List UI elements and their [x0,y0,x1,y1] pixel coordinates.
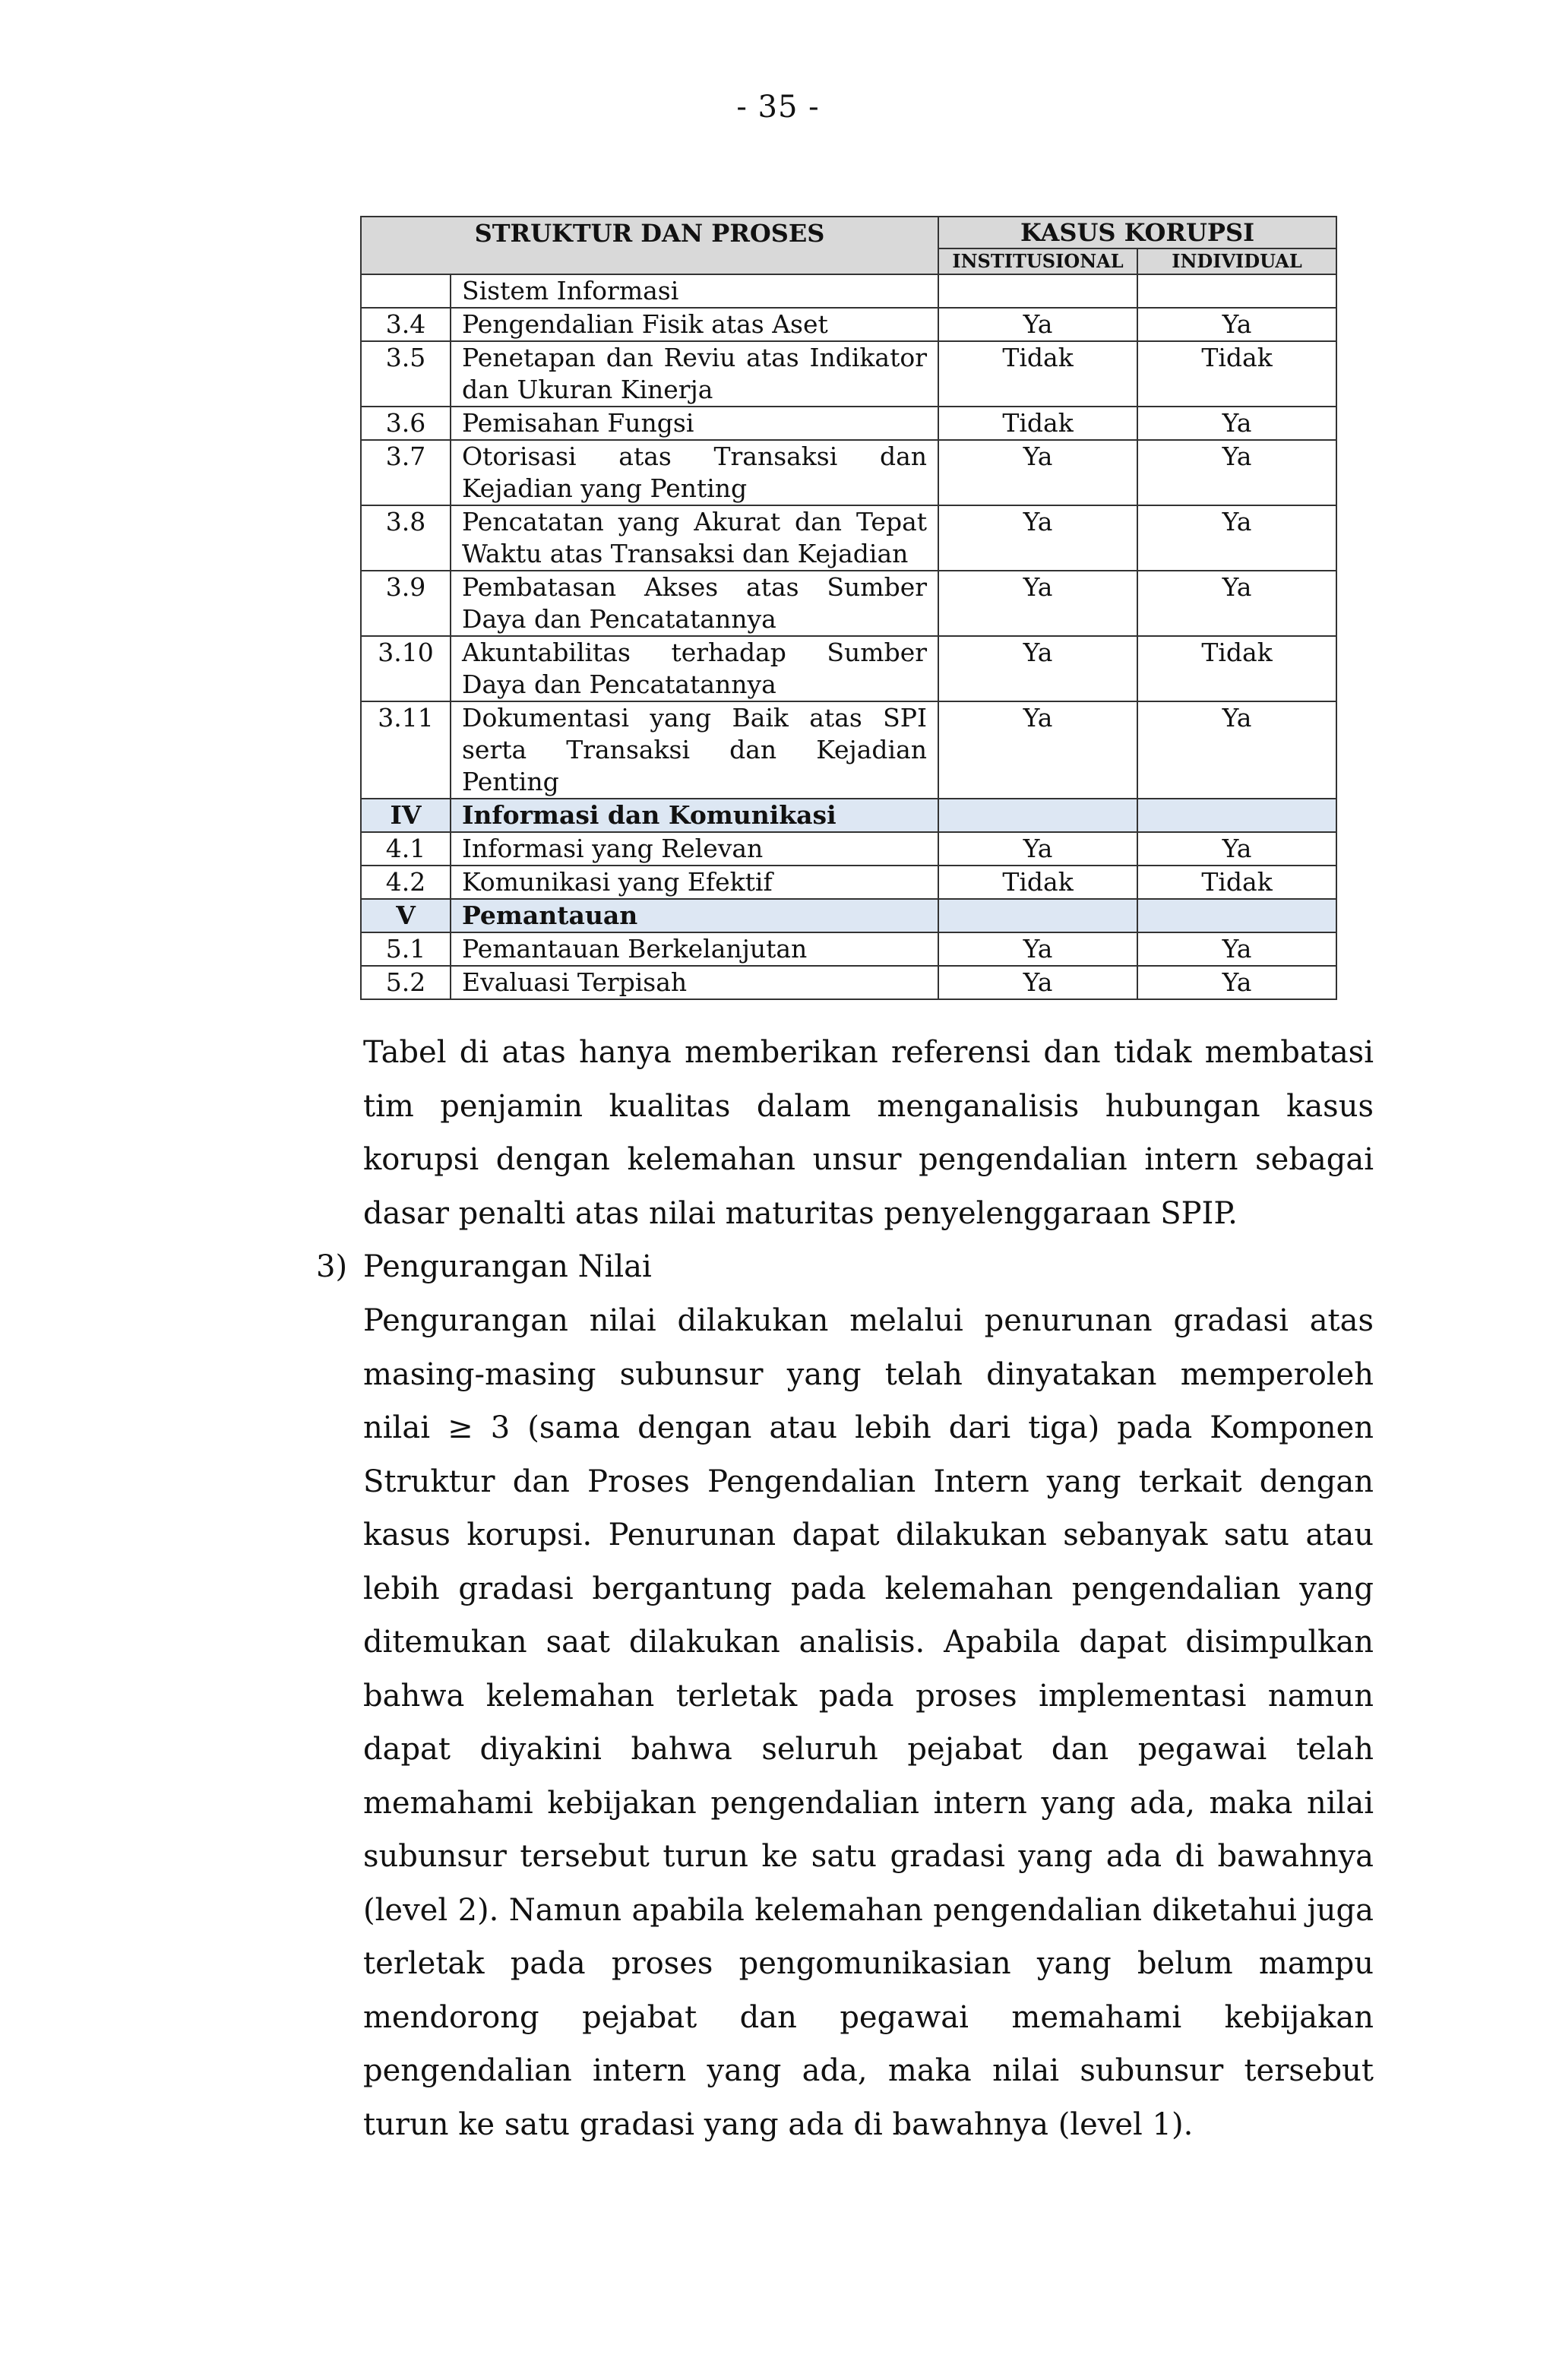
row-institusional: Ya [938,571,1137,636]
table-row [361,701,1336,799]
row-individual: Ya [1137,440,1336,505]
row-number: 3.7 [361,440,451,505]
row-description: Pembatasan Akses atas Sumber Daya dan Pencatatannya [451,571,938,636]
row-description: Pemisahan Fungsi [451,407,938,440]
table-row [361,407,1336,440]
row-number: 3.10 [361,636,451,701]
row-individual: Tidak [1137,636,1336,701]
row-description: Penetapan dan Reviu atas Indikator dan Ukuran Kinerja [451,341,938,407]
table-row [361,341,1336,407]
paragraph-table-note: Tabel di atas hanya memberikan referensi dan tidak membatasi tim penjamin kualitas dalam menganalisis hubungan kasus korupsi dengan kelemahan unsur pengendalian intern sebagai dasar penalti atas nilai maturitas penyelenggaraan SPIP. [363,1035,1374,1231]
row-number [361,274,451,308]
row-institusional: Ya [938,966,1137,999]
row-individual: Ya [1137,407,1336,440]
table-row [361,505,1336,571]
row-individual [1137,274,1336,308]
table-row [361,308,1336,341]
row-individual: Ya [1137,832,1336,866]
item-title: Pengurangan Nilai [363,1249,652,1284]
row-institusional [938,899,1137,932]
row-description: Pencatatan yang Akurat dan Tepat Waktu atas Transaksi dan Kejadian [451,505,938,571]
paragraph-pengurangan-nilai: Pengurangan nilai dilakukan melalui penurunan gradasi atas masing-masing subunsur yang telah dinyatakan memperoleh nilai ≥ 3 (sama dengan atau lebih dari tiga) pada Komponen Struktur dan Proses Pengendalian Intern yang terkait dengan kasus korupsi. Penurunan dapat dilakukan sebanyak satu atau lebih gradasi bergantung pada kelemahan pengendalian yang ditemukan saat dilakukan analisis. Apabila dapat disimpulkan bahwa kelemahan terletak pada proses implementasi namun dapat diyakini bahwa seluruh pejabat dan pegawai telah memahami kebijakan pengendalian intern yang ada, maka nilai subunsur tersebut turun ke satu gradasi yang ada di bawahnya (level 2). Namun apabila kelemahan pengendalian diketahui juga terletak pada proses pengomunikasian yang belum mampu mendorong pejabat dan pegawai memahami kebijakan pengendalian intern yang ada, maka nilai subunsur tersebut turun ke satu gradasi yang ada di bawahnya (level 1). [363,1303,1374,2142]
row-individual [1137,899,1336,932]
table-row [361,440,1336,505]
row-institusional: Tidak [938,341,1137,407]
row-institusional: Ya [938,505,1137,571]
row-number: 3.8 [361,505,451,571]
page-number: - 35 - [736,90,820,125]
table-row [361,932,1336,966]
item-number: 3) [316,1249,348,1284]
row-individual: Ya [1137,308,1336,341]
row-description: Sistem Informasi [451,274,938,308]
table-row [361,274,1336,308]
row-individual: Ya [1137,571,1336,636]
row-individual: Ya [1137,932,1336,966]
header-individual: INDIVIDUAL [1137,248,1336,274]
table-body [361,274,1336,999]
table-row [361,832,1336,866]
row-institusional: Ya [938,308,1137,341]
row-description: Pemantauan [451,899,938,932]
row-description: Pemantauan Berkelanjutan [451,932,938,966]
control-weakness-table [360,216,1337,1000]
row-institusional [938,274,1137,308]
row-individual [1137,799,1336,832]
row-description: Evaluasi Terpisah [451,966,938,999]
row-individual: Ya [1137,966,1336,999]
row-description: Informasi dan Komunikasi [451,799,938,832]
row-institusional: Ya [938,701,1137,799]
row-institusional: Ya [938,932,1137,966]
row-description: Informasi yang Relevan [451,832,938,866]
row-number: IV [361,799,451,832]
row-number: 4.2 [361,866,451,899]
row-number: 4.1 [361,832,451,866]
table-row [361,966,1336,999]
table-row [361,636,1336,701]
header-kasus-korupsi: KASUS KORUPSI [938,217,1336,248]
table-section-row [361,799,1336,832]
row-number: V [361,899,451,932]
row-institusional: Tidak [938,407,1137,440]
header-institusional: INSTITUSIONAL [938,248,1137,274]
header-struktur-proses: STRUKTUR DAN PROSES [361,217,938,274]
row-number: 3.5 [361,341,451,407]
row-institusional [938,799,1137,832]
row-individual: Tidak [1137,866,1336,899]
row-individual: Ya [1137,505,1336,571]
row-description: Otorisasi atas Transaksi dan Kejadian yang Penting [451,440,938,505]
row-description: Komunikasi yang Efektif [451,866,938,899]
row-number: 3.9 [361,571,451,636]
row-individual: Tidak [1137,341,1336,407]
row-institusional: Tidak [938,866,1137,899]
row-institusional: Ya [938,832,1137,866]
row-description: Pengendalian Fisik atas Aset [451,308,938,341]
row-number: 3.11 [361,701,451,799]
row-number: 5.2 [361,966,451,999]
row-number: 3.6 [361,407,451,440]
row-description: Dokumentasi yang Baik atas SPI serta Transaksi dan Kejadian Penting [451,701,938,799]
table-row [361,866,1336,899]
row-number: 5.1 [361,932,451,966]
row-institusional: Ya [938,440,1137,505]
row-institusional: Ya [938,636,1137,701]
row-individual: Ya [1137,701,1336,799]
table-section-row [361,899,1336,932]
table-row [361,571,1336,636]
row-number: 3.4 [361,308,451,341]
row-description: Akuntabilitas terhadap Sumber Daya dan Pencatatannya [451,636,938,701]
